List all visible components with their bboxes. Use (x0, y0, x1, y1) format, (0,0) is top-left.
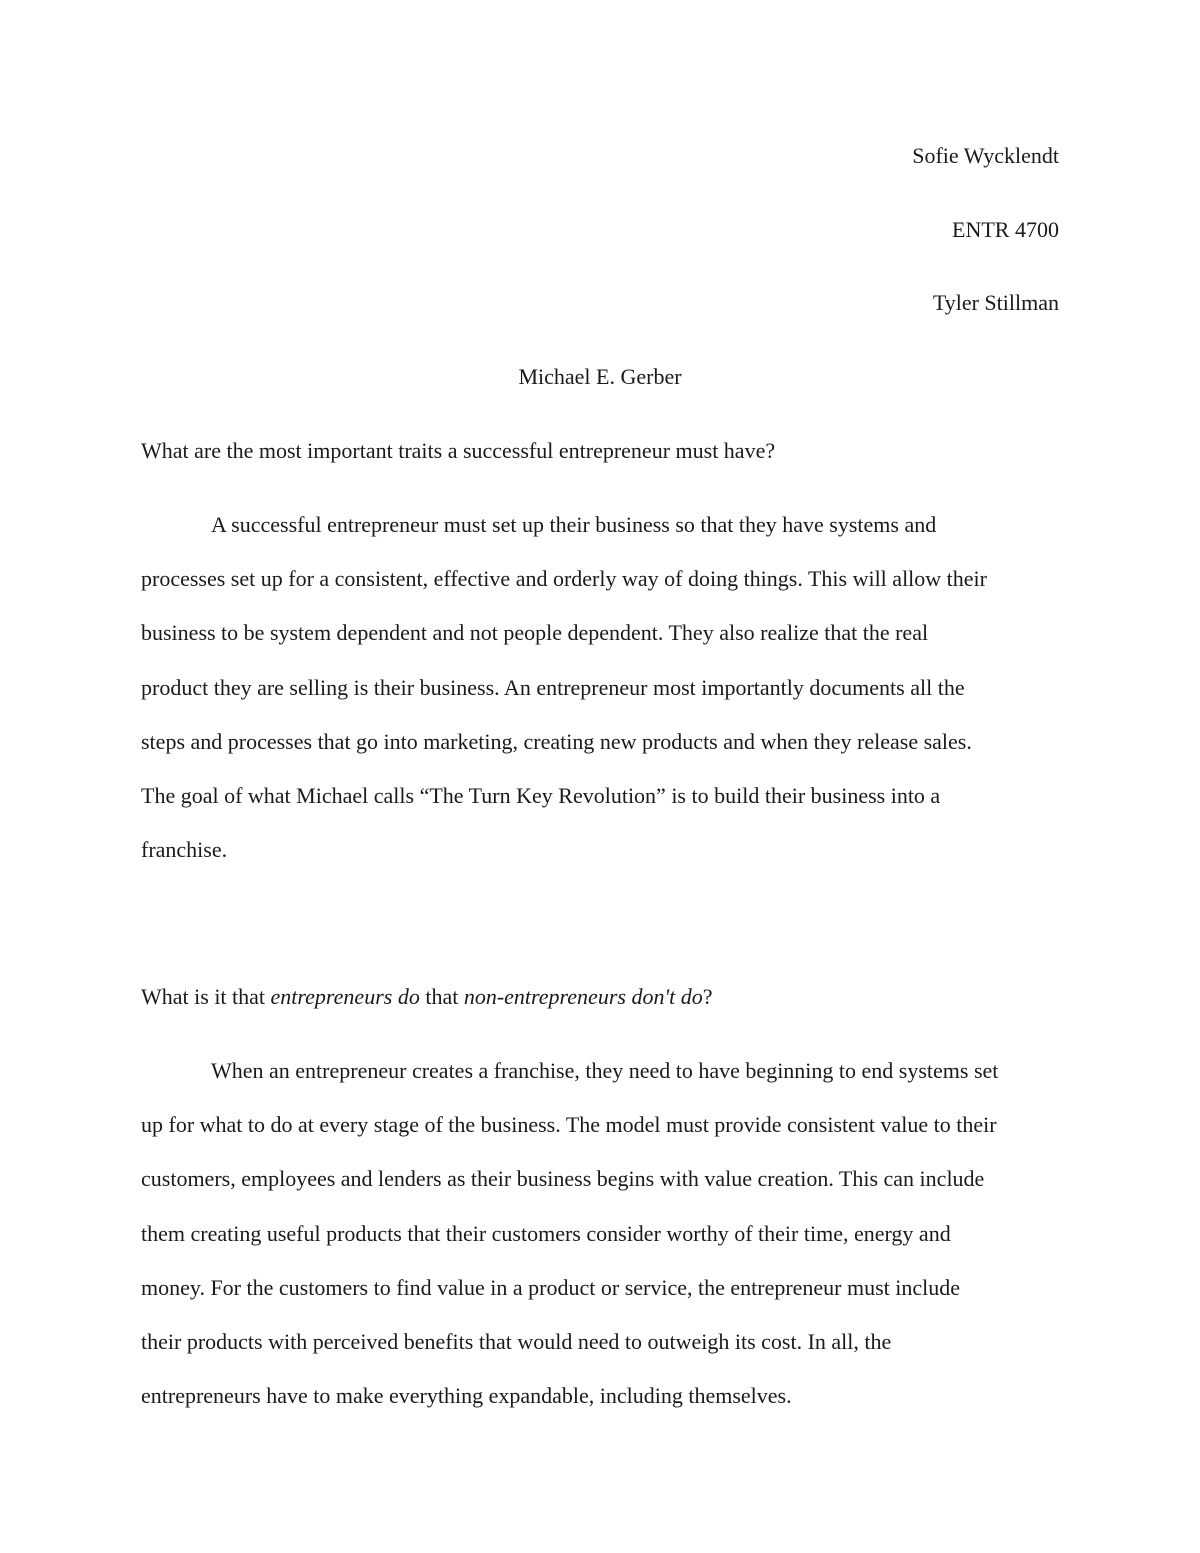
paragraph-line: The goal of what Michael calls “The Turn Key Revolution” is to build their business into a (141, 783, 941, 809)
course-code: ENTR 4700 (952, 217, 1059, 242)
paragraph-line: product they are selling is their business. An entrepreneur most importantly documents all the (141, 674, 965, 700)
question-2-italic: entrepreneurs do (270, 984, 420, 1009)
paragraph-line: money. For the customers to find value in a product or service, the entrepreneur must include (141, 1274, 961, 1300)
paragraph-line: processes set up for a consistent, effective and orderly way of doing things. This will allow their (141, 566, 987, 592)
question-1: What are the most important traits a successful entrepreneur must have? (141, 438, 776, 463)
paragraph-line: customers, employees and lenders as their business begins with value creation. This can include (141, 1166, 985, 1192)
paragraph-line: A successful entrepreneur must set up their business so that they have systems and (211, 512, 937, 537)
paragraph-line: up for what to do at every stage of the business. The model must provide consistent value to their (141, 1112, 997, 1138)
paragraph-line: them creating useful products that their customers consider worthy of their time, energy and (141, 1220, 951, 1246)
document-title: Michael E. Gerber (518, 364, 682, 389)
paragraph-line: entrepreneurs have to make everything expandable, including themselves. (141, 1383, 792, 1409)
instructor-name: Tyler Stillman (932, 290, 1059, 315)
question-2-part: What is it that (141, 984, 271, 1009)
paragraph-line: business to be system dependent and not people dependent. They also realize that the real (141, 620, 929, 646)
answer-1-paragraph (141, 498, 1061, 877)
paragraph-line: franchise. (141, 837, 228, 863)
student-name: Sofie Wycklendt (912, 143, 1059, 168)
question-2 (141, 983, 713, 1011)
question-2-part: that (419, 984, 464, 1009)
question-2-part: ? (702, 984, 713, 1009)
answer-2-paragraph (141, 1044, 1061, 1423)
paragraph-line: steps and processes that go into marketing, creating new products and when they release sales. (141, 728, 972, 754)
paragraph-line: When an entrepreneur creates a franchise, they need to have beginning to end systems set (211, 1058, 999, 1083)
question-2-italic: non-entrepreneurs don't do (463, 984, 703, 1009)
paragraph-line: their products with perceived benefits that would need to outweigh its cost. In all, the (141, 1329, 892, 1355)
